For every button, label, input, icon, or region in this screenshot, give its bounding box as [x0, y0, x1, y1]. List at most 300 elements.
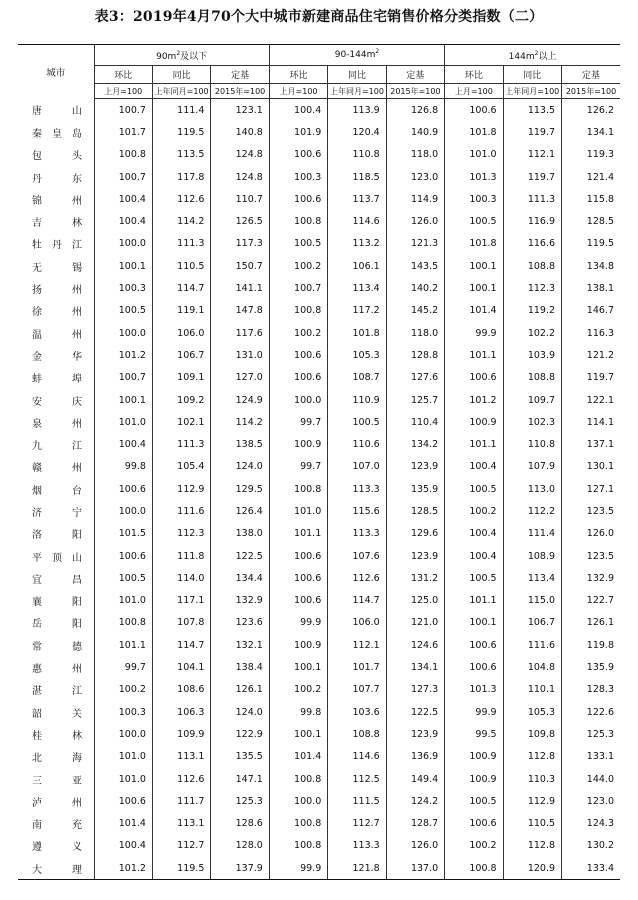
index-value-cell: 118.5 [328, 166, 386, 188]
base-period-header: 上月=100 [94, 84, 152, 99]
city-name-char: 义 [72, 842, 82, 854]
index-value-cell: 100.1 [94, 255, 152, 277]
city-name-char: 丹 [32, 173, 42, 185]
index-value-cell: 127.0 [211, 367, 269, 389]
city-name-cell [18, 567, 94, 589]
table-row [18, 456, 620, 478]
index-value-cell: 113.9 [328, 99, 386, 122]
index-value-cell: 100.3 [269, 166, 327, 188]
index-value-cell: 100.0 [94, 233, 152, 255]
index-value-cell: 100.5 [94, 567, 152, 589]
index-value-cell: 103.9 [503, 344, 561, 366]
index-value-cell: 122.5 [386, 701, 444, 723]
index-value-cell: 124.0 [211, 456, 269, 478]
base-period-header: 2015年=100 [562, 84, 620, 99]
table-row [18, 300, 620, 322]
area-group-header [445, 45, 620, 66]
index-value-cell: 100.0 [269, 790, 327, 812]
city-name-cell [18, 411, 94, 433]
index-value-cell: 110.3 [503, 768, 561, 790]
city-name-char: 吉 [32, 218, 42, 230]
index-value-cell: 105.4 [152, 456, 210, 478]
area-group-base: 90-144m [334, 50, 376, 60]
index-value-cell: 100.3 [445, 188, 503, 210]
table-body [18, 99, 620, 880]
index-value-cell: 112.8 [503, 835, 561, 857]
index-value-cell: 100.6 [269, 367, 327, 389]
index-value-cell: 111.6 [503, 634, 561, 656]
index-value-cell: 123.5 [562, 545, 620, 567]
index-value-cell: 100.2 [445, 835, 503, 857]
city-name-cell [18, 188, 94, 210]
index-value-cell: 100.1 [94, 389, 152, 411]
city-name-char: 岳 [32, 619, 42, 631]
index-value-cell: 113.3 [328, 478, 386, 500]
index-value-cell: 108.8 [328, 723, 386, 745]
index-value-cell: 101.4 [445, 300, 503, 322]
index-value-cell: 108.8 [503, 255, 561, 277]
city-name [32, 303, 82, 318]
index-value-cell: 100.0 [269, 389, 327, 411]
city-name-char: 阳 [72, 619, 82, 631]
city-name [32, 682, 82, 697]
city-name-char: 州 [72, 195, 82, 207]
base-period-header: 2015年=100 [211, 84, 269, 99]
index-value-cell: 145.2 [386, 300, 444, 322]
city-name-cell [18, 121, 94, 143]
city-name-char: 州 [72, 307, 82, 319]
index-value-cell: 112.6 [152, 768, 210, 790]
table-row [18, 277, 620, 299]
table-row [18, 322, 620, 344]
index-value-cell: 143.5 [386, 255, 444, 277]
index-value-cell: 147.8 [211, 300, 269, 322]
index-value-cell: 101.2 [94, 857, 152, 880]
price-index-table-container [18, 44, 620, 880]
index-value-cell: 126.8 [386, 99, 444, 122]
index-value-cell: 113.1 [152, 746, 210, 768]
city-name-char: 庆 [72, 396, 82, 408]
index-value-cell: 126.4 [211, 500, 269, 522]
index-value-cell: 126.5 [211, 210, 269, 232]
table-row [18, 411, 620, 433]
city-name-cell [18, 835, 94, 857]
city-name-cell [18, 612, 94, 634]
index-value-cell: 119.1 [152, 300, 210, 322]
city-name [32, 571, 82, 586]
city-name-cell [18, 768, 94, 790]
index-value-cell: 100.4 [445, 545, 503, 567]
city-name-char: 桂 [32, 730, 42, 742]
index-value-cell: 101.1 [445, 433, 503, 455]
city-name-cell [18, 656, 94, 678]
index-value-cell: 112.3 [503, 277, 561, 299]
table-row [18, 144, 620, 166]
index-value-cell: 114.0 [152, 567, 210, 589]
index-value-cell: 112.9 [503, 790, 561, 812]
index-value-cell: 122.9 [211, 723, 269, 745]
index-value-cell: 127.3 [386, 679, 444, 701]
index-value-cell: 108.7 [328, 367, 386, 389]
city-name [32, 102, 82, 117]
base-period-header: 上年同月=100 [503, 84, 561, 99]
index-value-cell: 100.3 [94, 277, 152, 299]
index-value-cell: 128.8 [386, 344, 444, 366]
index-value-cell: 119.5 [152, 121, 210, 143]
city-name [32, 526, 82, 541]
city-name [32, 504, 82, 519]
base-period-header: 上月=100 [269, 84, 327, 99]
table-row [18, 523, 620, 545]
city-name-cell [18, 590, 94, 612]
city-name-char: 平 [32, 552, 42, 564]
index-value-cell: 125.3 [562, 723, 620, 745]
index-value-cell: 115.8 [562, 188, 620, 210]
index-value-cell: 117.8 [152, 166, 210, 188]
city-name-char: 赣 [32, 463, 42, 475]
index-type-header: 同比 [328, 66, 386, 84]
index-value-cell: 99.8 [269, 701, 327, 723]
index-value-cell: 126.1 [211, 679, 269, 701]
index-value-cell: 128.7 [386, 813, 444, 835]
index-value-cell: 100.0 [94, 500, 152, 522]
index-value-cell: 116.3 [562, 322, 620, 344]
city-name-cell [18, 144, 94, 166]
index-value-cell: 102.2 [503, 322, 561, 344]
index-value-cell: 106.0 [152, 322, 210, 344]
index-value-cell: 113.0 [503, 478, 561, 500]
index-value-cell: 100.8 [269, 835, 327, 857]
index-value-cell: 128.3 [562, 679, 620, 701]
index-value-cell: 101.0 [94, 590, 152, 612]
index-value-cell: 118.0 [386, 322, 444, 344]
area-group-header [269, 45, 444, 66]
city-name-cell [18, 344, 94, 366]
city-column-header: 城市 [18, 45, 94, 99]
index-value-cell: 107.8 [152, 612, 210, 634]
city-name-char: 蚌 [32, 374, 42, 386]
index-value-cell: 111.3 [152, 433, 210, 455]
index-value-cell: 138.0 [211, 523, 269, 545]
index-value-cell: 111.4 [503, 523, 561, 545]
table-row [18, 367, 620, 389]
index-value-cell: 123.5 [562, 500, 620, 522]
index-value-cell: 134.1 [386, 656, 444, 678]
index-value-cell: 123.9 [386, 545, 444, 567]
city-name [32, 348, 82, 363]
index-value-cell: 119.3 [562, 144, 620, 166]
index-value-cell: 123.6 [211, 612, 269, 634]
index-value-cell: 107.6 [328, 545, 386, 567]
city-name-cell [18, 233, 94, 255]
index-value-cell: 129.6 [386, 523, 444, 545]
city-name-cell [18, 478, 94, 500]
city-name-cell [18, 166, 94, 188]
city-name-char: 锡 [72, 262, 82, 274]
index-value-cell: 100.0 [94, 322, 152, 344]
index-value-cell: 106.0 [328, 612, 386, 634]
table-row [18, 99, 620, 122]
index-value-cell: 114.1 [562, 411, 620, 433]
index-value-cell: 100.9 [269, 433, 327, 455]
index-value-cell: 117.1 [152, 590, 210, 612]
index-value-cell: 117.6 [211, 322, 269, 344]
index-value-cell: 99.7 [269, 411, 327, 433]
city-name-char: 关 [72, 708, 82, 720]
index-value-cell: 126.0 [386, 210, 444, 232]
index-value-cell: 101.8 [445, 121, 503, 143]
index-value-cell: 107.9 [503, 456, 561, 478]
city-name-cell [18, 523, 94, 545]
index-value-cell: 109.1 [152, 367, 210, 389]
city-name-cell [18, 367, 94, 389]
index-value-cell: 100.5 [445, 567, 503, 589]
index-value-cell: 114.2 [152, 210, 210, 232]
base-period-header: 上月=100 [445, 84, 503, 99]
index-value-cell: 100.8 [269, 768, 327, 790]
index-value-cell: 106.7 [503, 612, 561, 634]
city-name [32, 660, 82, 675]
city-name-char: 泉 [32, 418, 42, 430]
index-value-cell: 101.9 [269, 121, 327, 143]
city-name-cell [18, 701, 94, 723]
index-value-cell: 100.8 [269, 300, 327, 322]
index-type-header: 定基 [211, 66, 269, 84]
index-value-cell: 100.6 [269, 188, 327, 210]
city-name-char: 昌 [72, 574, 82, 586]
index-value-cell: 112.2 [503, 500, 561, 522]
index-value-cell: 124.3 [562, 813, 620, 835]
table-row [18, 389, 620, 411]
table-row [18, 344, 620, 366]
index-value-cell: 132.9 [562, 567, 620, 589]
index-value-cell: 100.8 [269, 813, 327, 835]
index-type-header: 环比 [94, 66, 152, 84]
index-type-header: 定基 [562, 66, 620, 84]
index-value-cell: 113.4 [503, 567, 561, 589]
city-name-char: 襄 [32, 597, 42, 609]
index-value-cell: 130.2 [562, 835, 620, 857]
index-value-cell: 129.5 [211, 478, 269, 500]
table-row [18, 656, 620, 678]
city-name-cell [18, 545, 94, 567]
index-value-cell: 127.6 [386, 367, 444, 389]
index-value-cell: 122.1 [562, 389, 620, 411]
index-value-cell: 100.0 [94, 723, 152, 745]
index-value-cell: 100.6 [94, 790, 152, 812]
index-value-cell: 137.1 [562, 433, 620, 455]
table-row [18, 679, 620, 701]
city-name-char: 阳 [72, 530, 82, 542]
index-value-cell: 127.1 [562, 478, 620, 500]
index-value-cell: 123.1 [211, 99, 269, 122]
index-value-cell: 108.9 [503, 545, 561, 567]
index-type-header: 环比 [269, 66, 327, 84]
index-value-cell: 100.5 [94, 300, 152, 322]
index-value-cell: 132.9 [211, 590, 269, 612]
table-row [18, 500, 620, 522]
index-value-cell: 108.6 [152, 679, 210, 701]
index-value-cell: 134.4 [211, 567, 269, 589]
index-value-cell: 100.5 [445, 478, 503, 500]
index-value-cell: 128.0 [211, 835, 269, 857]
index-value-cell: 121.4 [562, 166, 620, 188]
index-value-cell: 115.6 [328, 500, 386, 522]
index-value-cell: 121.8 [328, 857, 386, 880]
index-value-cell: 104.8 [503, 656, 561, 678]
index-value-cell: 109.2 [152, 389, 210, 411]
index-value-cell: 110.5 [503, 813, 561, 835]
city-name-cell [18, 456, 94, 478]
index-value-cell: 100.3 [94, 701, 152, 723]
index-value-cell: 100.6 [269, 567, 327, 589]
index-value-cell: 113.4 [328, 277, 386, 299]
city-name-char: 埠 [72, 374, 82, 386]
index-value-cell: 100.5 [445, 790, 503, 812]
table-row [18, 790, 620, 812]
index-value-cell: 111.8 [152, 545, 210, 567]
index-value-cell: 115.0 [503, 590, 561, 612]
index-value-cell: 137.9 [211, 857, 269, 880]
city-name-cell [18, 300, 94, 322]
index-value-cell: 122.5 [211, 545, 269, 567]
index-value-cell: 100.7 [94, 99, 152, 122]
index-value-cell: 114.7 [152, 634, 210, 656]
index-value-cell: 113.2 [328, 233, 386, 255]
city-name-char: 亚 [72, 775, 82, 787]
area-group-header [94, 45, 269, 66]
index-value-cell: 116.6 [503, 233, 561, 255]
city-name-cell [18, 679, 94, 701]
index-value-cell: 128.5 [386, 500, 444, 522]
city-name-cell [18, 99, 94, 122]
city-name [32, 192, 82, 207]
city-name [32, 749, 82, 764]
city-name-char: 温 [32, 329, 42, 341]
city-name [32, 259, 82, 274]
index-value-cell: 109.7 [503, 389, 561, 411]
index-value-cell: 110.9 [328, 389, 386, 411]
city-name-char: 东 [72, 173, 82, 185]
city-name-cell [18, 322, 94, 344]
city-name-cell [18, 634, 94, 656]
area-group-superscript: 2 [534, 49, 539, 57]
index-value-cell: 101.3 [445, 166, 503, 188]
city-name-cell [18, 210, 94, 232]
index-value-cell: 122.6 [562, 701, 620, 723]
city-name-char: 遵 [32, 842, 42, 854]
index-value-cell: 124.2 [386, 790, 444, 812]
index-value-cell: 100.4 [94, 210, 152, 232]
city-name [32, 393, 82, 408]
city-name-cell [18, 813, 94, 835]
page-title: 表3：2019年4月70个大中城市新建商品住宅销售价格分类指数（二） [94, 9, 544, 25]
table-row [18, 255, 620, 277]
index-value-cell: 100.8 [94, 612, 152, 634]
index-value-cell: 113.3 [328, 523, 386, 545]
index-value-cell: 116.9 [503, 210, 561, 232]
index-value-cell: 99.7 [94, 656, 152, 678]
index-value-cell: 100.8 [94, 144, 152, 166]
index-value-cell: 120.4 [328, 121, 386, 143]
index-value-cell: 103.6 [328, 701, 386, 723]
index-value-cell: 100.6 [445, 367, 503, 389]
index-value-cell: 112.1 [328, 634, 386, 656]
city-name-char: 州 [72, 418, 82, 430]
city-name-char: 阳 [72, 597, 82, 609]
city-name-char: 宁 [72, 507, 82, 519]
index-value-cell: 131.2 [386, 567, 444, 589]
city-name-char: 北 [32, 753, 42, 765]
index-value-cell: 101.1 [445, 344, 503, 366]
price-index-table [18, 44, 620, 880]
index-value-cell: 137.0 [386, 857, 444, 880]
index-value-cell: 100.7 [94, 166, 152, 188]
index-value-cell: 124.9 [211, 389, 269, 411]
index-value-cell: 111.3 [152, 233, 210, 255]
index-value-cell: 102.1 [152, 411, 210, 433]
city-name-char: 州 [72, 329, 82, 341]
index-value-cell: 119.8 [562, 634, 620, 656]
index-value-cell: 113.5 [152, 144, 210, 166]
index-value-cell: 100.1 [445, 612, 503, 634]
city-name-cell [18, 433, 94, 455]
city-name-char: 韶 [32, 708, 42, 720]
city-name [32, 214, 82, 229]
index-value-cell: 131.0 [211, 344, 269, 366]
index-value-cell: 110.8 [328, 144, 386, 166]
city-name-char: 金 [32, 351, 42, 363]
city-name-char: 江 [72, 441, 82, 453]
index-value-cell: 124.8 [211, 166, 269, 188]
table-row [18, 545, 620, 567]
index-value-cell: 106.1 [328, 255, 386, 277]
index-value-cell: 128.5 [562, 210, 620, 232]
index-value-cell: 112.7 [152, 835, 210, 857]
index-value-cell: 99.8 [94, 456, 152, 478]
index-value-cell: 135.9 [386, 478, 444, 500]
index-value-cell: 100.6 [445, 99, 503, 122]
city-name-char: 唐 [32, 106, 42, 118]
index-value-cell: 100.8 [445, 857, 503, 880]
index-value-cell: 101.0 [94, 746, 152, 768]
index-value-cell: 110.8 [503, 433, 561, 455]
index-value-cell: 100.6 [445, 634, 503, 656]
index-value-cell: 100.4 [94, 835, 152, 857]
index-value-cell: 141.1 [211, 277, 269, 299]
index-value-cell: 122.7 [562, 590, 620, 612]
table-row [18, 590, 620, 612]
index-value-cell: 101.1 [94, 634, 152, 656]
index-value-cell: 140.9 [386, 121, 444, 143]
index-value-cell: 101.2 [445, 389, 503, 411]
index-value-cell: 100.5 [445, 210, 503, 232]
index-value-cell: 110.6 [328, 433, 386, 455]
city-name-cell [18, 790, 94, 812]
city-name-char: 理 [72, 864, 82, 876]
table-row [18, 723, 620, 745]
base-period-header: 上年同月=100 [328, 84, 386, 99]
index-value-cell: 119.7 [562, 367, 620, 389]
index-value-cell: 125.7 [386, 389, 444, 411]
index-value-cell: 121.0 [386, 612, 444, 634]
city-name-char: 泸 [32, 797, 42, 809]
index-value-cell: 119.7 [503, 166, 561, 188]
index-value-cell: 100.9 [269, 634, 327, 656]
table-row [18, 433, 620, 455]
index-type-header: 定基 [386, 66, 444, 84]
index-value-cell: 101.0 [94, 411, 152, 433]
